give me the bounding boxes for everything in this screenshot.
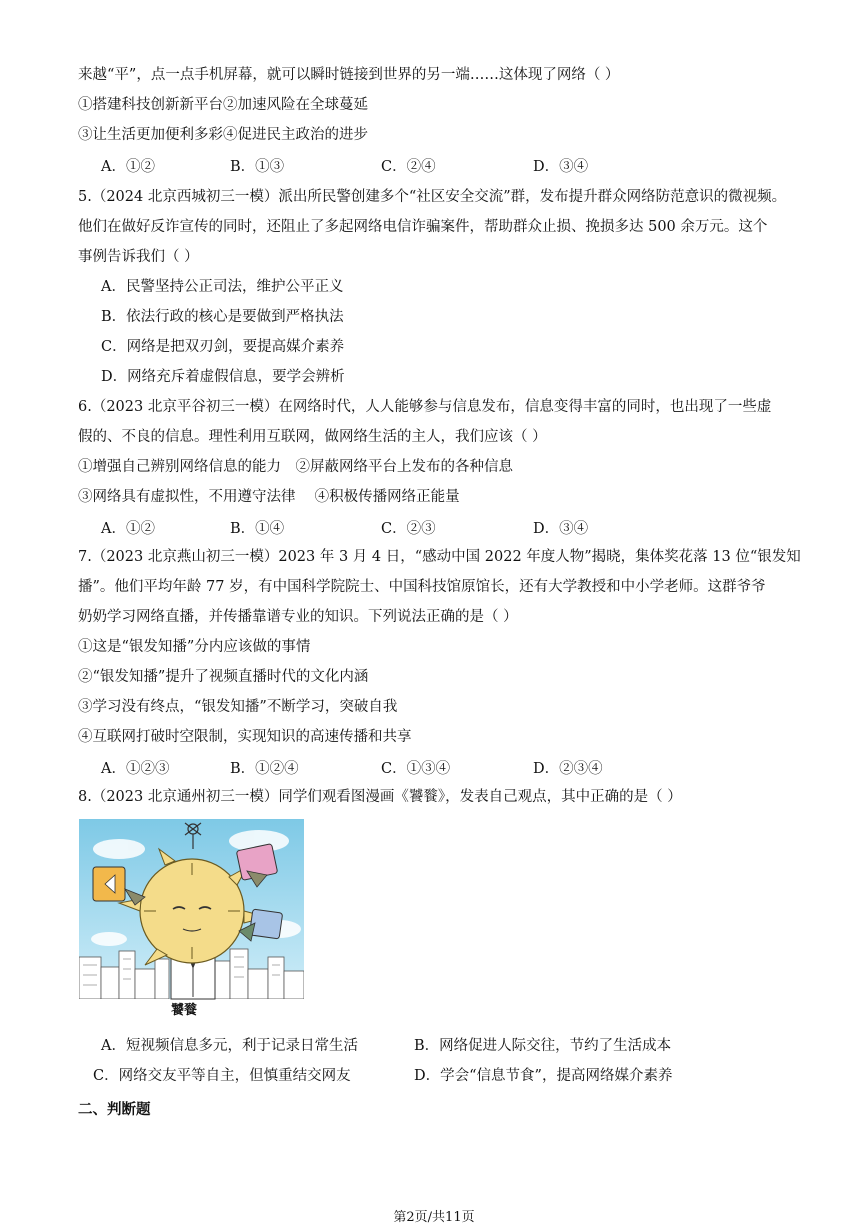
q7-option-b[interactable]: B．①②④ [230, 761, 299, 777]
q4-item-line-1: ①搭建科技创新新平台②加速风险在全球蔓延 [78, 97, 368, 113]
q6-item-line-2: ③网络具有虚拟性，不用遵守法律 ④积极传播网络正能量 [78, 489, 460, 505]
section-title: 二、判断题 [78, 1101, 151, 1118]
q6-option-a[interactable]: A．①② [101, 521, 155, 537]
q7-stem-line-3: 奶奶学习网络直播，并传播靠谱专业的知识。下列说法正确的是（ ） [78, 609, 518, 625]
q4-stem-tail: 来越“平”，点一点手机屏幕，就可以瞬时链接到世界的另一端……这体现了网络（ ） [78, 67, 620, 83]
q4-item-line-2: ③让生活更加便利多彩④促进民主政治的进步 [78, 127, 368, 143]
q7-item-line-3: ③学习没有终点，“银发知播”不断学习，突破自我 [78, 699, 398, 715]
q8-option-d[interactable]: D．学会“信息节食”，提高网络媒介素养 [414, 1068, 673, 1084]
q7-option-a[interactable]: A．①②③ [101, 761, 170, 777]
q7-stem-line-1: 7.（2023 北京燕山初三一模）2023 年 3 月 4 日，“感动中国 2022 年度人物”揭晓，集体奖花落 13 位“银发知 [78, 549, 801, 565]
q5-option-c[interactable]: C．网络是把双刃剑，要提高媒介素养 [101, 339, 345, 355]
q8-option-c[interactable]: C．网络交友平等自主，但慎重结交网友 [93, 1068, 351, 1084]
q4-options [101, 157, 721, 177]
q4-option-b[interactable]: B．①③ [230, 159, 285, 175]
q7-item-line-2: ②“银发知播”提升了视频直播时代的文化内涵 [78, 669, 369, 685]
q5-stem-line-2: 他们在做好反诈宣传的同时，还阻止了多起网络电信诈骗案件，帮助群众止损、挽损多达 500 余万元。这个 [78, 219, 768, 235]
q5-option-b[interactable]: B．依法行政的核心是要做到严格执法 [101, 309, 344, 325]
q7-options [101, 759, 721, 779]
q5-option-d[interactable]: D．网络充斥着虚假信息，要学会辨析 [101, 369, 345, 385]
q6-option-b[interactable]: B．①④ [230, 521, 285, 537]
q6-option-c[interactable]: C．②③ [381, 521, 436, 537]
q7-option-c[interactable]: C．①③④ [381, 761, 451, 777]
q6-options [101, 519, 721, 539]
q8-option-a[interactable]: A．短视频信息多元，利于记录日常生活 [101, 1038, 358, 1054]
q4-option-a[interactable]: A．①② [101, 159, 155, 175]
q4-option-d[interactable]: D．③④ [533, 159, 589, 175]
q6-option-d[interactable]: D．③④ [533, 521, 589, 537]
q7-item-line-1: ①这是“银发知播”分内应该做的事情 [78, 639, 311, 655]
taotie-cartoon-image [79, 819, 304, 1017]
q6-stem-line-1: 6.（2023 北京平谷初三一模）在网络时代，人人能够参与信息发布，信息变得丰富的同时，也出现了一些虚 [78, 399, 772, 415]
cartoon-caption: 饕餮 [171, 1003, 198, 1018]
q5-stem-line-3: 事例告诉我们（ ） [78, 249, 199, 265]
q6-stem-line-2: 假的、不良的信息。理性利用互联网，做网络生活的主人，我们应该（ ） [78, 429, 547, 445]
page-footer: 第2页/共11页 [393, 1210, 475, 1225]
q8-option-b[interactable]: B．网络促进人际交往，节约了生活成本 [414, 1038, 672, 1054]
q5-option-a[interactable]: A．民警坚持公正司法，维护公平正义 [101, 279, 344, 295]
q5-stem-line-1: 5.（2024 北京西城初三一模）派出所民警创建多个“社区安全交流”群，发布提升群众网络防范意识的微视频。 [78, 189, 787, 205]
q6-item-line-1: ①增强自己辨别网络信息的能力 ②屏蔽网络平台上发布的各种信息 [78, 459, 513, 475]
q7-item-line-4: ④互联网打破时空限制，实现知识的高速传播和共享 [78, 729, 412, 745]
q4-option-c[interactable]: C．②④ [381, 159, 436, 175]
q7-stem-line-2: 播”。他们平均年龄 77 岁，有中国科学院院士、中国科技馆原馆长，还有大学教授和中小学老师。这群爷爷 [78, 579, 766, 595]
q8-stem: 8.（2023 北京通州初三一模）同学们观看图漫画《饕餮》，发表自己观点，其中正确的是（ ） [78, 789, 682, 805]
q7-option-d[interactable]: D．②③④ [533, 761, 603, 777]
